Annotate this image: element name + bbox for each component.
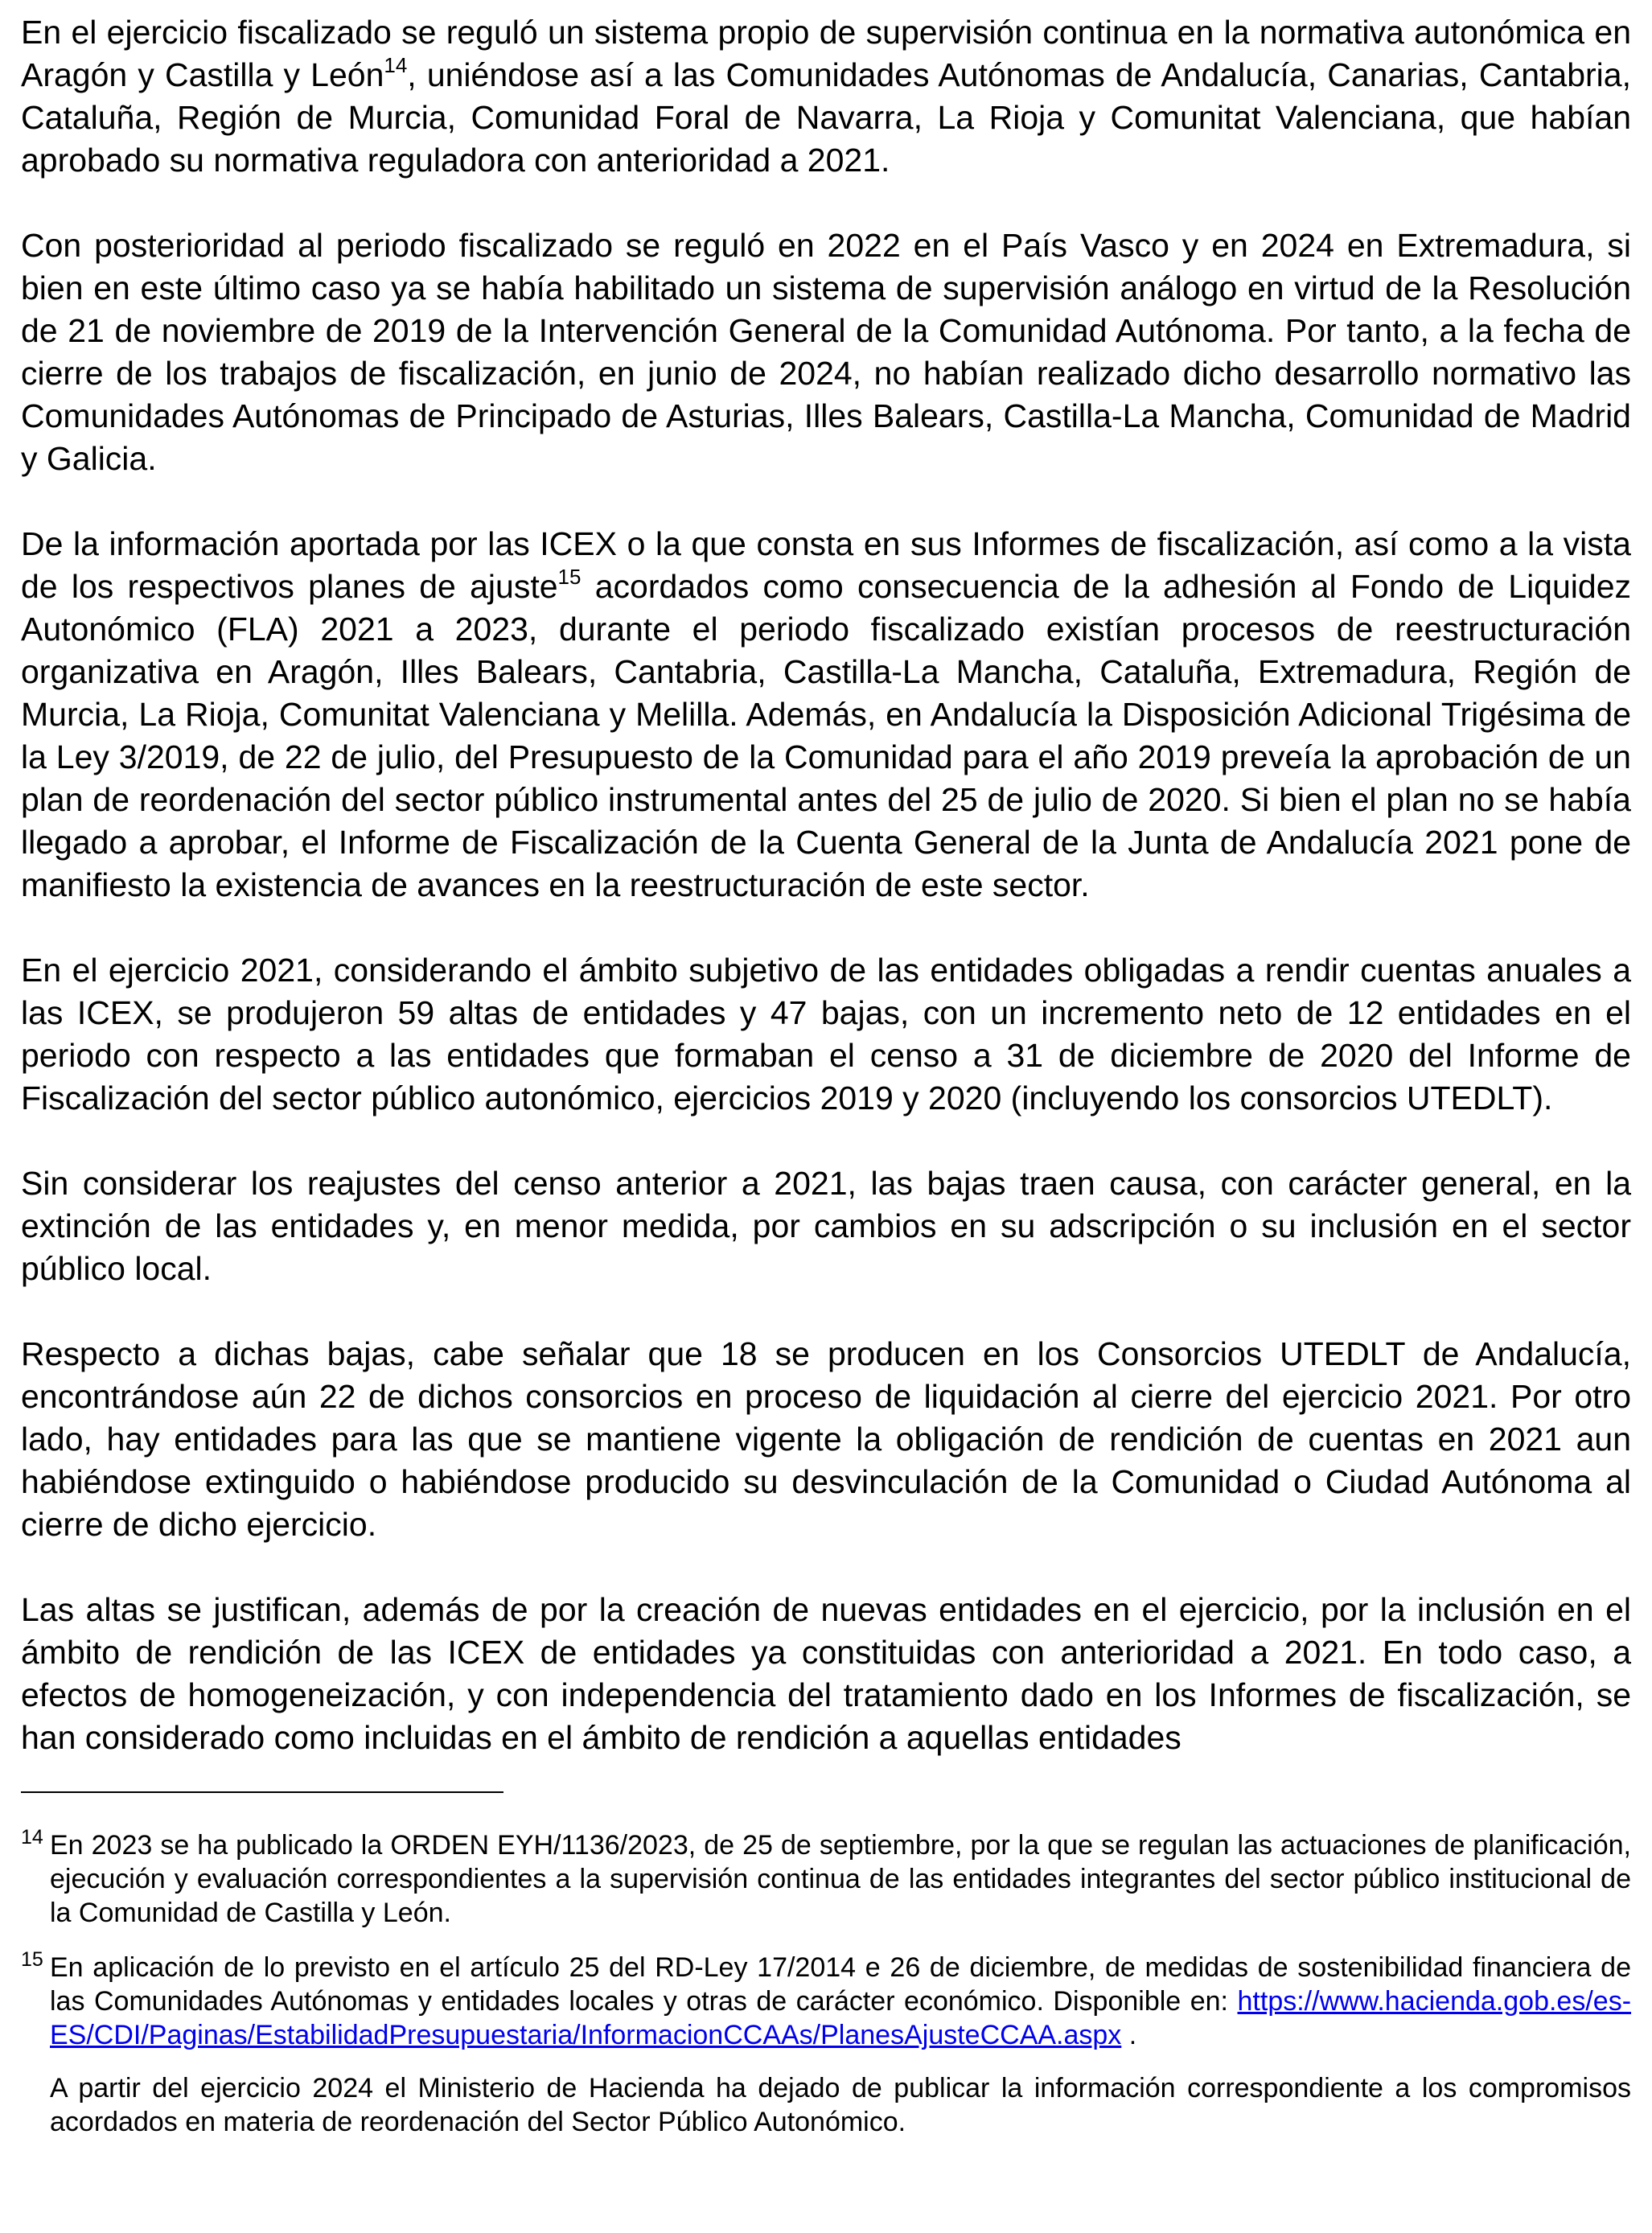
paragraph-posterioridad: Con posterioridad al periodo fiscalizado se reguló en 2022 en el País Vasco y en 2024 en Extremadura, si bien en este último caso ya se había habilitado un sistema de supervisión análogo en virtud de la Resolución de 21 de noviembre de 2019 de la Intervención General de la Comunidad Autónoma. Por tanto, a la fecha de cierre de los trabajos de fiscalización, en junio de 2024, no habían realizado dicho desarrollo normativo las Comunidades Autónomas de Principado de Asturias, Illes Balears, Castilla-La Mancha, Comunidad de Madrid y Galicia.: [21, 227, 1631, 477]
footnote-text: En aplicación de lo previsto en el artículo 25 del RD-Ley 17/2014 e 26 de diciembre, de medidas de sostenibilidad financiera de las Comunidades Autónomas y entidades locales y otras de carácter económico. Disponible en:: [50, 1952, 1631, 2017]
hacienda-planes-ajuste-link[interactable]: https://www.hacienda.gob.es/es-ES/CDI/Paginas/EstabilidadPresupuestaria/InformacionCCAAs/PlanesAjusteCCAA.aspx: [50, 1986, 1632, 2050]
paragraph-text: acordados como consecuencia de la adhesión al Fondo de Liquidez Autonómico (FLA) 2021 a 2023, durante el periodo fiscalizado existían procesos de reestructuración organizativa en Aragón, Illes Balears, Cantabria, Castilla-La Mancha, Cataluña, Extremadura, Región de Murcia, La Rioja, Comunitat Valenciana y Melilla. Además, en Andalucía la Disposición Adicional Trigésima de la Ley 3/2019, de 22 de julio, del Presupuesto de la Comunidad para el año 2019 preveía la aprobación de un plan de reordenación del sector público instrumental antes del 25 de julio de 2020. Si bien el plan no se había llegado a aprobar, el Informe de Fiscalización de la Cuenta General de la Junta de Andalucía 2021 pone de manifiesto la existencia de avances en la reestructuración de este sector.: [21, 568, 1632, 903]
footnote-15: [21, 1948, 1632, 2139]
footnote-text: En 2023 se ha publicado la ORDEN EYH/1136/2023, de 25 de septiembre, por la que se regulan las actuaciones de planificación, ejecución y evaluación correspondientes a la supervisión continua de las entidades integrantes del sector público institucional de la Comunidad de Castilla y León.: [50, 1830, 1631, 1928]
footnote-number: 14: [21, 1826, 43, 1848]
paragraph-consorcios-utedlt: Respecto a dichas bajas, cabe señalar que 18 se producen en los Consorcios UTEDLT de Andalucía, encontrándose aún 22 de dichos consorcios en proceso de liquidación al cierre del ejercicio 2021. Por otro lado, hay entidades para las que se mantiene vigente la obligación de rendición de cuentas en 2021 aun habiéndose extinguido o habiéndose producido su desvinculación de la Comunidad o Ciudad Autónoma al cierre de dicho ejercicio.: [21, 1335, 1631, 1543]
paragraph-supervision-continua: [21, 11, 1631, 182]
paragraph-altas-justificacion: Las altas se justifican, además de por la creación de nuevas entidades en el ejercicio, por la inclusión en el ámbito de rendición de las ICEX de entidades ya constituidas con anterioridad a 2021. En todo caso, a efectos de homogeneización, y con independencia del tratamiento dado en los Informes de fiscalización, se han considerado como incluidas en el ámbito de rendición a aquellas entidades: [21, 1591, 1631, 1756]
paragraph-text: , uniéndose así a las Comunidades Autónomas de Andalucía, Canarias, Cantabria, Cataluña, Región de Murcia, Comunidad Foral de Navarra, La Rioja y Comunitat Valenciana, que habían aprobado su normativa reguladora con anterioridad a 2021.: [21, 56, 1631, 179]
footnote-link-suffix: .: [1121, 2020, 1137, 2050]
paragraph-text: De la información aportada por las ICEX o la que consta en sus Informes de fiscalización, así como a la vista de los respectivos planes de ajuste: [21, 525, 1631, 605]
paragraph-reestructuracion: [21, 523, 1631, 907]
footnote-ref-15[interactable]: 15: [557, 565, 581, 590]
footnote-ref-14[interactable]: 14: [384, 53, 408, 78]
footnote-separator: [21, 1791, 503, 1793]
document-page: [21, 11, 1631, 2160]
paragraph-reajustes-censo: Sin considerar los reajustes del censo anterior a 2021, las bajas traen causa, con carácter general, en la extinción de las entidades y, en menor medida, por cambios en su adscripción o su inclusión en el sector público local.: [21, 1165, 1631, 1287]
footnote-extra-text: A partir del ejercicio 2024 el Ministerio de Hacienda ha dejado de publicar la información correspondiente a los compromisos acordados en materia de reordenación del Sector Público Autonómico.: [50, 2073, 1631, 2137]
footnote-14: [21, 1828, 1631, 1930]
paragraph-text: En el ejercicio fiscalizado se reguló un sistema propio de supervisión continua en la normativa autonómica en Aragón y Castilla y León: [21, 14, 1631, 93]
footnote-number: 15: [21, 1948, 43, 1971]
paragraph-altas-bajas: En el ejercicio 2021, considerando el ámbito subjetivo de las entidades obligadas a rendir cuentas anuales a las ICEX, se produjeron 59 altas de entidades y 47 bajas, con un incremento neto de 12 entidades en el periodo con respecto a las entidades que formaban el censo a 31 de diciembre de 2020 del Informe de Fiscalización del sector público autonómico, ejercicios 2019 y 2020 (incluyendo los consorcios UTEDLT).: [21, 952, 1631, 1116]
